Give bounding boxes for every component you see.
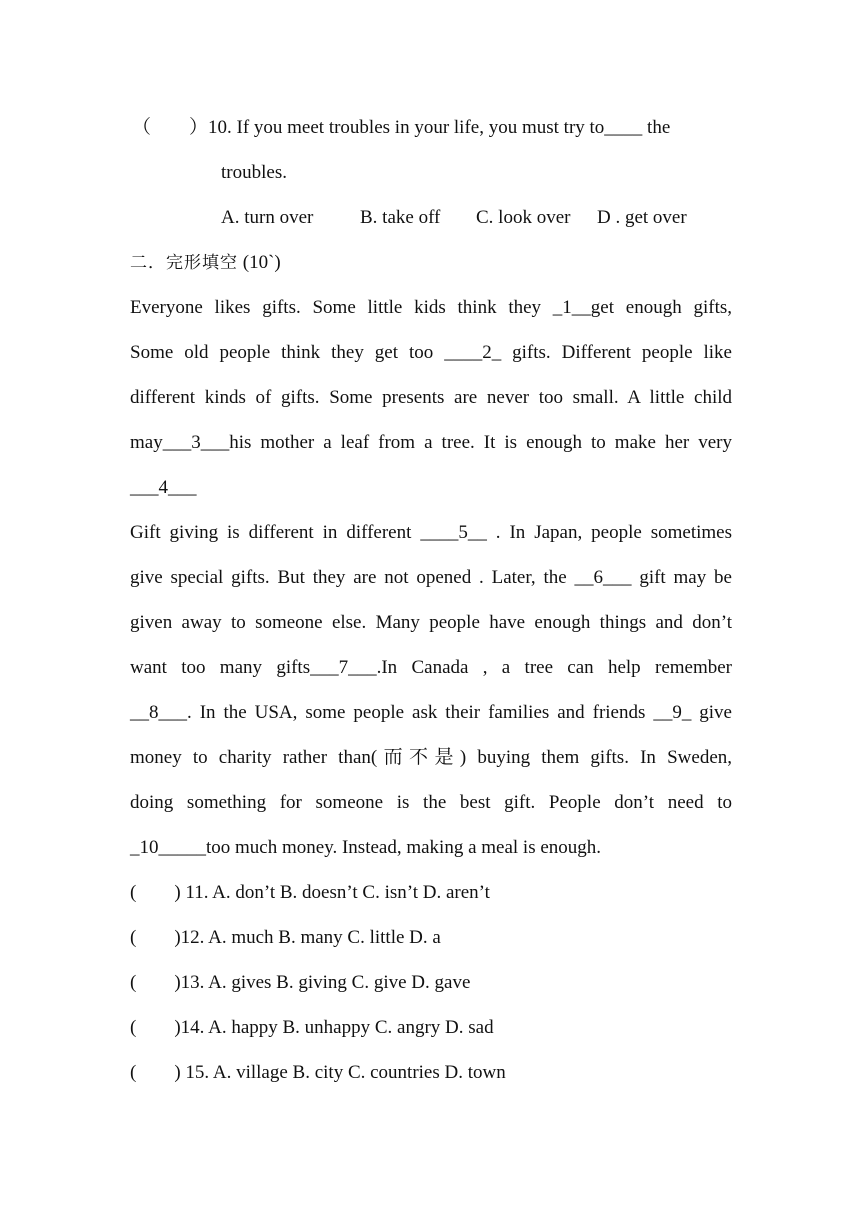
question-11: ( ) 11. A. don’t B. doesn’t C. isn’t D. aren’t xyxy=(130,882,490,903)
passage-line: _10_____too much money. Instead, making a meal is enough. xyxy=(130,837,602,858)
passage-line: doing something for someone is the best gift. People don’t need to xyxy=(130,792,732,813)
passage-line: may___3___his mother a leaf from a tree. It is enough to make her very xyxy=(130,432,732,453)
section-heading-score: (10`) xyxy=(242,252,281,273)
passage-line: Gift giving is different in different ____5__ . In Japan, people sometimes xyxy=(130,522,732,543)
question-10-stem: （ ）10. If you meet troubles in your life, you must try to____ the xyxy=(132,117,671,138)
option-a: A. turn over xyxy=(221,207,314,228)
passage-line: want too many gifts___7___.In Canada , a tree can help remember xyxy=(130,657,732,678)
section-heading-title: 二．完形填空 xyxy=(130,253,238,273)
question-10-options xyxy=(221,206,721,230)
passage-line: __8___. In the USA, some people ask their families and friends __9_ give xyxy=(130,702,732,723)
passage-line: different kinds of gifts. Some presents are never too small. A little child xyxy=(130,387,732,408)
passage-line: Some old people think they get too ____2_ gifts. Different people like xyxy=(130,342,732,363)
passage-line: give special gifts. But they are not opened . Later, the __6___ gift may be xyxy=(130,567,732,588)
question-15: ( ) 15. A. village B. city C. countries D. town xyxy=(130,1062,506,1083)
question-12: ( )12. A. much B. many C. little D. a xyxy=(130,927,441,948)
passage-line: money to charity rather than(而不是) buying them gifts. In Sweden, xyxy=(130,747,732,768)
passage-line: given away to someone else. Many people have enough things and don’t xyxy=(130,612,732,633)
question-14: ( )14. A. happy B. unhappy C. angry D. sad xyxy=(130,1017,494,1038)
passage-line: ___4___ xyxy=(130,477,197,498)
section-heading xyxy=(130,251,732,275)
option-b: B. take off xyxy=(360,207,441,228)
option-c: C. look over xyxy=(476,207,571,228)
question-10-stem-continued: troubles. xyxy=(221,162,287,183)
option-d: D . get over xyxy=(597,207,687,228)
question-13: ( )13. A. gives B. giving C. give D. gave xyxy=(130,972,471,993)
passage-line: Everyone likes gifts. Some little kids think they _1__get enough gifts, xyxy=(130,297,732,318)
